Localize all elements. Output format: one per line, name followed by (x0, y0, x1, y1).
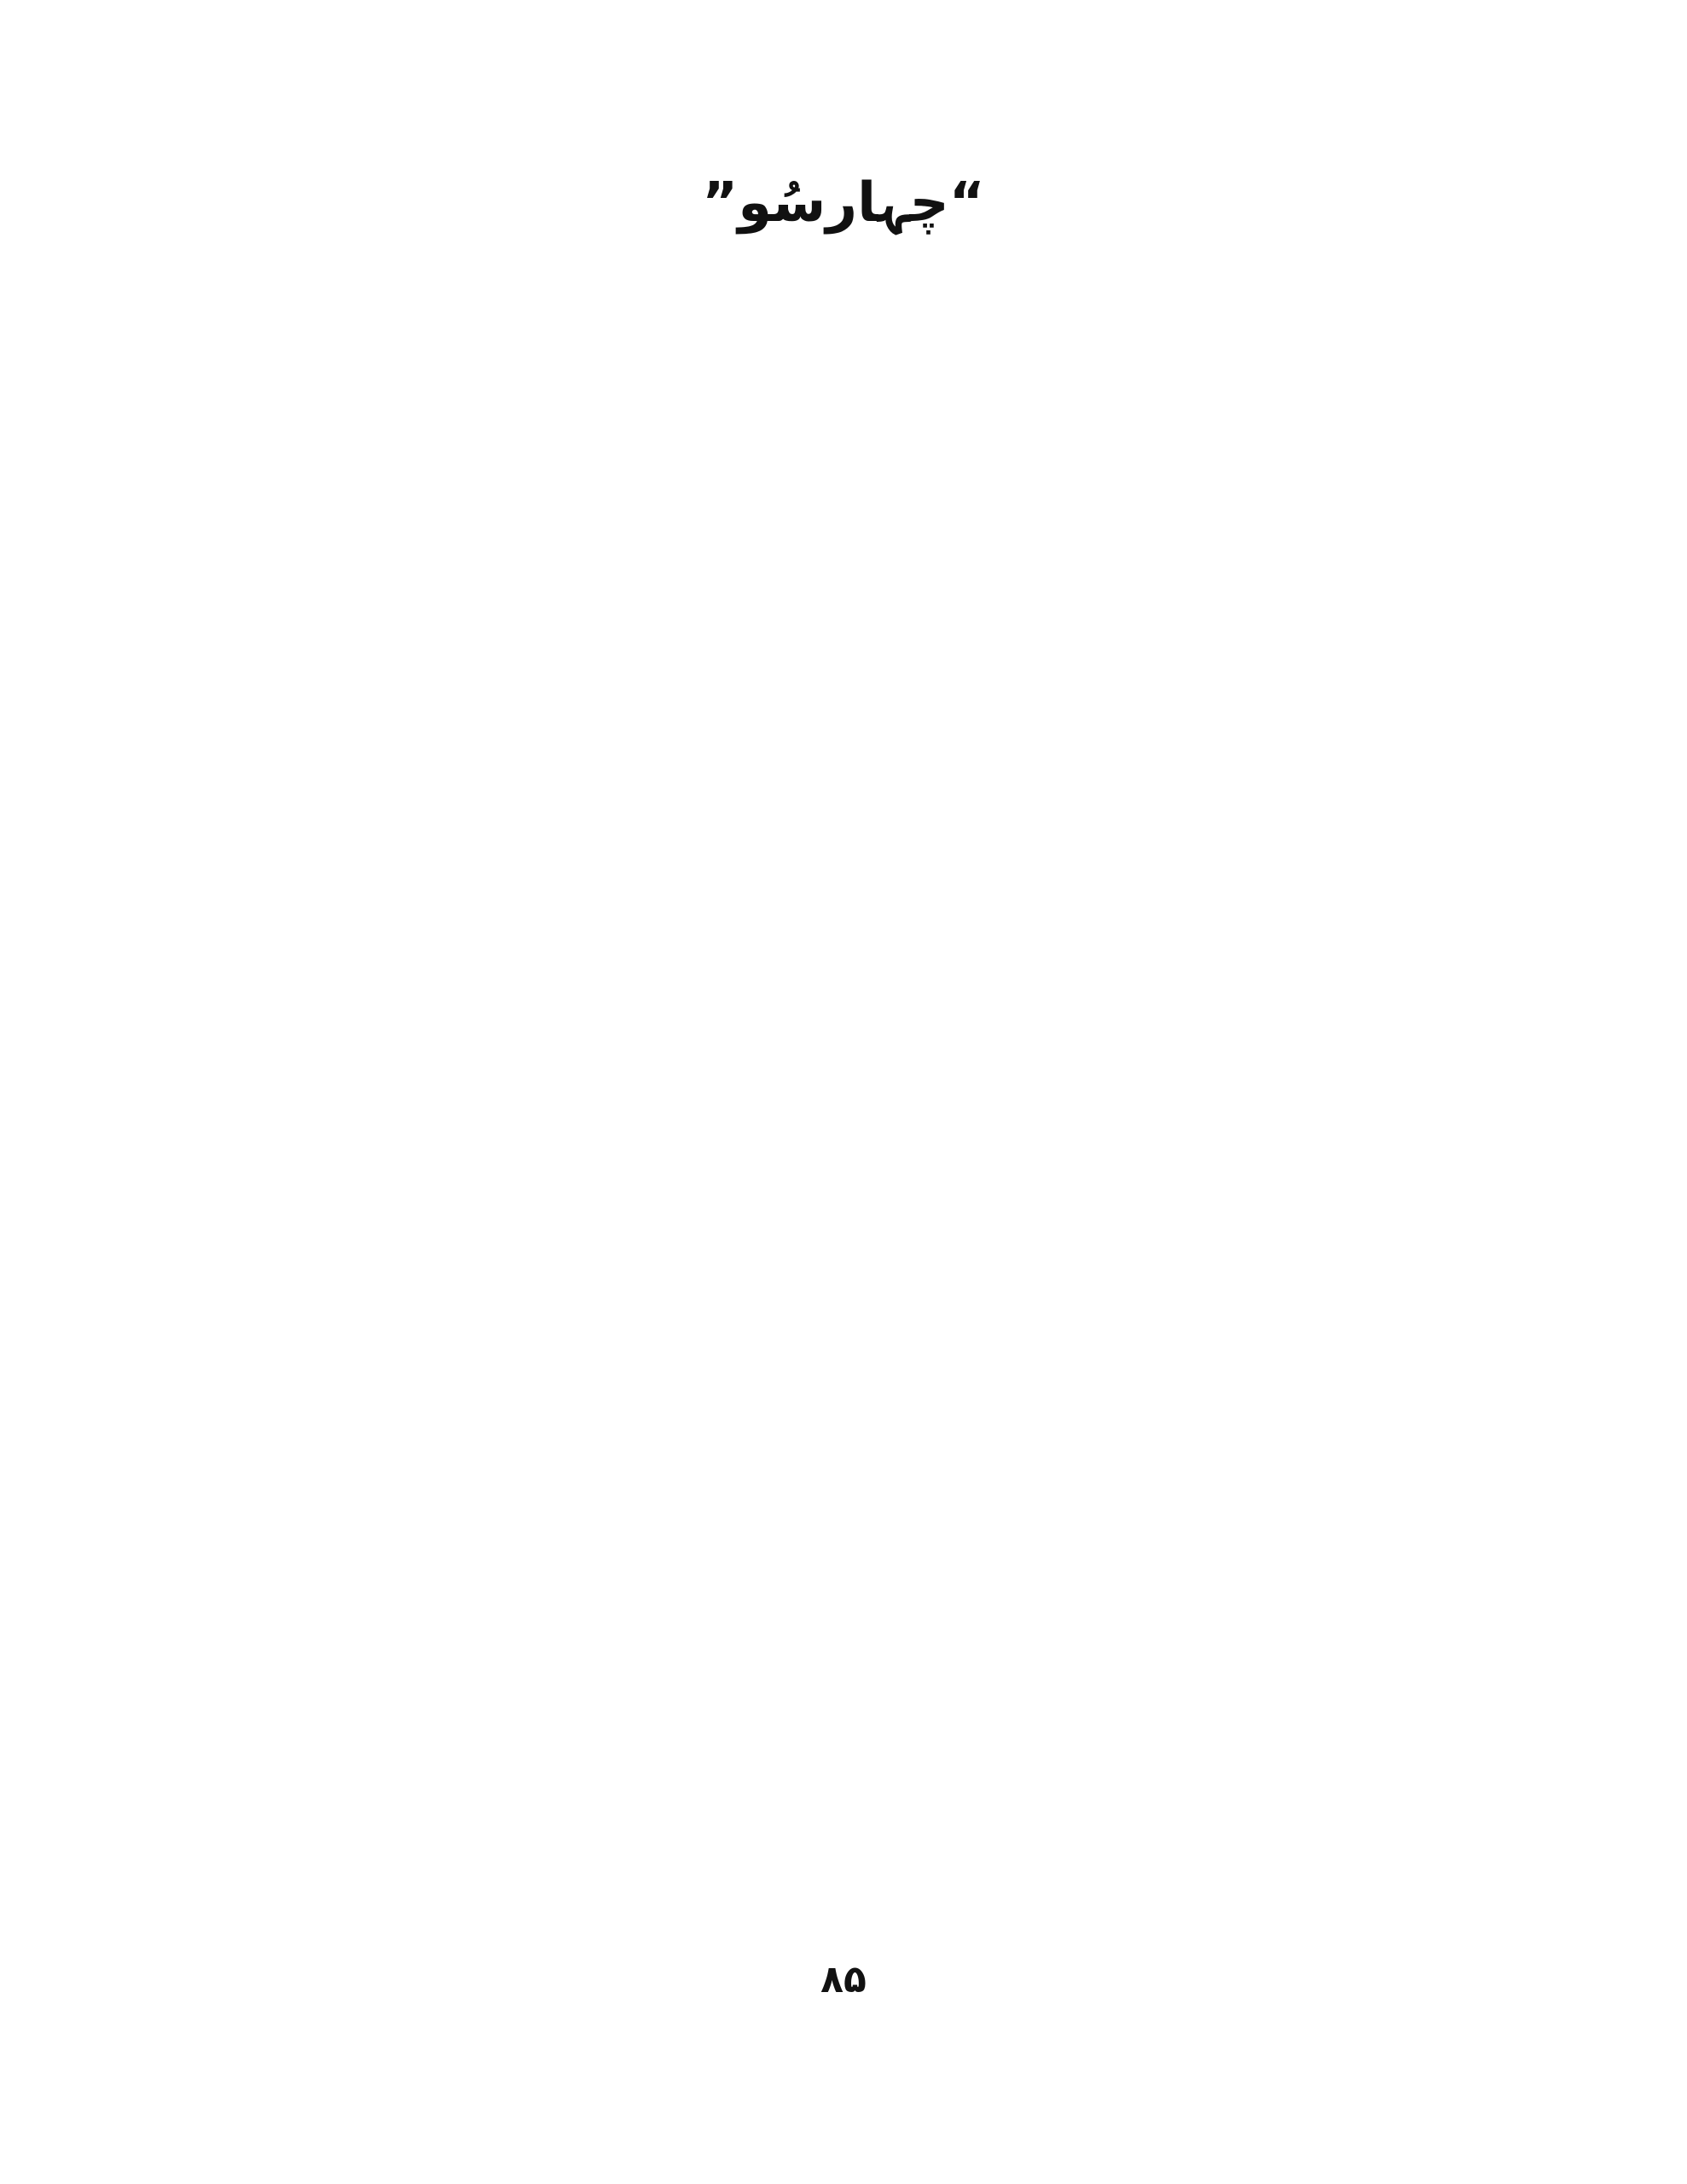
right-column (213, 341, 819, 1928)
page-number: ۸۵ (820, 1958, 867, 2001)
body-columns (213, 341, 1475, 1928)
left-column (870, 341, 1475, 1928)
running-header: “چہارسُو” (702, 171, 985, 235)
